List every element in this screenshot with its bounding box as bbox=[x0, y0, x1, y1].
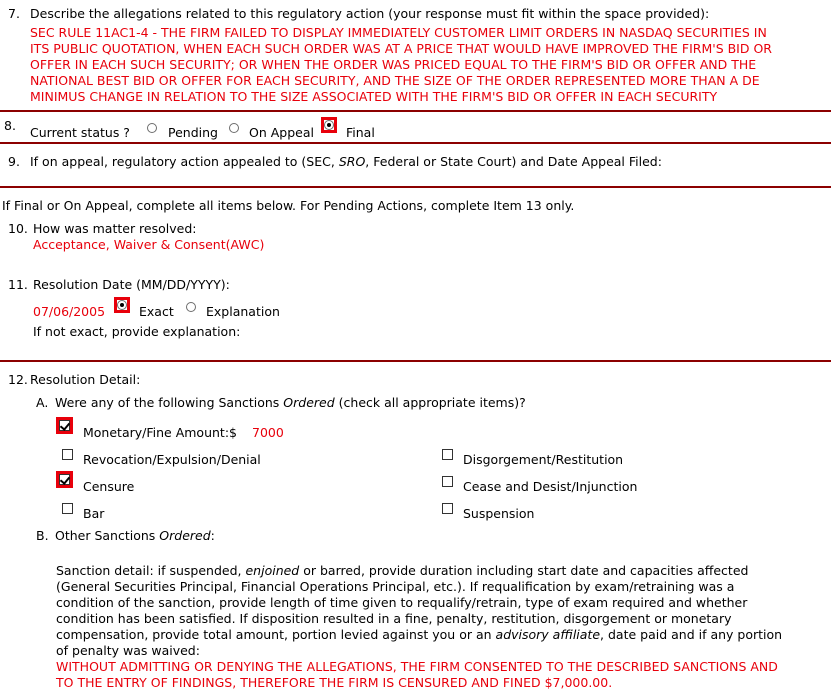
q10-answer: Acceptance, Waiver & Consent(AWC) bbox=[33, 237, 265, 252]
q10-question: How was matter resolved: bbox=[33, 221, 197, 236]
suspension-label: Suspension bbox=[463, 506, 535, 521]
q12-a-question: Were any of the following Sanctions Ordered (check all appropriate items)? bbox=[55, 395, 526, 410]
sanction-detail-text: Sanction detail: if suspended, enjoined or barred, provide duration including start date and capacities affected (General Securities Principal, Financial Operations Principal, etc.). If requalification by exam/retraining was a condition of the sanction, provide length of time given to requalify/retrain, type of exam required and whether condition has been satisfied. If disposition resulted in a fine, penalty, restitution, disgorgement or monetary compensation, provide total amount, portion levied against you or an advisory affiliate, date paid and if any portion of penalty was waived: WITHOUT ADMITTING OR DENYING THE ALLEGATIONS, THE FIRM CONSENTED TO THE DESCRIBED SANCTIONS AND TO THE ENTRY OF FINDINGS, THEREFORE THE FIRM IS CENSURED AND FINED $7,000.00. bbox=[56, 563, 783, 690]
suspension-checkbox[interactable] bbox=[442, 503, 453, 514]
date-exact-radio[interactable] bbox=[117, 300, 127, 310]
instructions-text: If Final or On Appeal, complete all items below. For Pending Actions, complete Item 13 only. bbox=[2, 198, 575, 213]
q7-number: 7. bbox=[8, 6, 20, 21]
q7-answer-line: SEC RULE 11AC1-4 - THE FIRM FAILED TO DISPLAY IMMEDIATELY CUSTOMER LIMIT ORDERS IN NASDAQ SECURITIES IN bbox=[30, 25, 767, 40]
explanation-prompt: If not exact, provide explanation: bbox=[33, 324, 241, 339]
bar-label: Bar bbox=[83, 506, 105, 521]
q7-answer-line: OFFER IN EACH SUCH SECURITY; OR WHEN THE ORDER WAS PRICED EQUAL TO THE FIRM'S BID OR OFFER AND THE bbox=[30, 57, 757, 72]
q12-a-prefix: A. bbox=[36, 395, 49, 410]
q7-answer bbox=[30, 25, 772, 105]
sanction-answer-line: TO THE ENTRY OF FINDINGS, THEREFORE THE FIRM IS CENSURED AND FINED $7,000.00. bbox=[56, 675, 613, 690]
q12-b-prefix: B. bbox=[36, 528, 49, 543]
revocation-checkbox[interactable] bbox=[62, 449, 73, 460]
disgorgement-checkbox[interactable] bbox=[442, 449, 453, 460]
q9-number: 9. bbox=[8, 154, 20, 169]
section-10-11 bbox=[0, 188, 831, 362]
q7-question: Describe the allegations related to this regulatory action (your response must fit within the space provided): bbox=[30, 6, 710, 21]
status-final-highlight bbox=[321, 117, 337, 133]
q11-question: Resolution Date (MM/DD/YYYY): bbox=[33, 277, 230, 292]
revocation-label: Revocation/Expulsion/Denial bbox=[83, 452, 261, 467]
date-exact-label: Exact bbox=[139, 304, 174, 319]
bar-checkbox[interactable] bbox=[62, 503, 73, 514]
section-12 bbox=[0, 362, 831, 690]
q12-title: Resolution Detail: bbox=[30, 372, 141, 387]
q7-answer-line: MINIMUS CHANGE IN RELATION TO THE SIZE ASSOCIATED WITH THE FIRM'S BID OR OFFER IN EACH SECURITY bbox=[30, 89, 718, 104]
section-7 bbox=[0, 0, 831, 112]
cease-desist-label: Cease and Desist/Injunction bbox=[463, 479, 638, 494]
status-pending-radio[interactable] bbox=[147, 123, 157, 133]
status-final-radio[interactable] bbox=[324, 120, 334, 130]
status-pending-label: Pending bbox=[168, 125, 218, 140]
resolution-date: 07/06/2005 bbox=[33, 304, 106, 319]
q12-b-question: Other Sanctions Ordered: bbox=[55, 528, 215, 543]
q10-number: 10. bbox=[8, 221, 28, 236]
q7-answer-line: NATIONAL BEST BID OR OFFER FOR EACH SECURITY, AND THE SIZE OF THE ORDER REPRESENTED MORE THAN A DE bbox=[30, 73, 760, 88]
section-8 bbox=[0, 112, 831, 144]
sanction-answer-line: WITHOUT ADMITTING OR DENYING THE ALLEGATIONS, THE FIRM CONSENTED TO THE DESCRIBED SANCTIONS AND bbox=[56, 659, 778, 674]
cease-desist-checkbox[interactable] bbox=[442, 476, 453, 487]
exact-highlight bbox=[114, 297, 130, 313]
date-explanation-radio[interactable] bbox=[186, 302, 196, 312]
q7-answer-line: ITS PUBLIC QUOTATION, WHEN EACH SUCH ORDER WAS AT A PRICE THAT WOULD HAVE IMPROVED THE FIRM'S BID OR bbox=[30, 41, 772, 56]
censure-highlight bbox=[56, 471, 73, 488]
date-explanation-label: Explanation bbox=[206, 304, 280, 319]
status-final-label: Final bbox=[346, 125, 375, 140]
q8-label: Current status ? bbox=[30, 125, 130, 140]
status-on-appeal-radio[interactable] bbox=[229, 123, 239, 133]
monetary-checkbox[interactable] bbox=[59, 420, 70, 431]
status-on-appeal-label: On Appeal bbox=[249, 125, 314, 140]
monetary-label: Monetary/Fine Amount:$ bbox=[83, 425, 237, 440]
monetary-amount: 7000 bbox=[252, 425, 284, 440]
monetary-highlight bbox=[56, 417, 73, 434]
section-9 bbox=[0, 144, 831, 188]
q9-question: If on appeal, regulatory action appealed to (SEC, SRO, Federal or State Court) and Date Appeal Filed: bbox=[30, 154, 662, 169]
q11-number: 11. bbox=[8, 277, 28, 292]
censure-checkbox[interactable] bbox=[59, 474, 70, 485]
disgorgement-label: Disgorgement/Restitution bbox=[463, 452, 624, 467]
q12-number: 12. bbox=[8, 372, 28, 387]
censure-label: Censure bbox=[83, 479, 135, 494]
q8-number: 8. bbox=[4, 118, 16, 133]
